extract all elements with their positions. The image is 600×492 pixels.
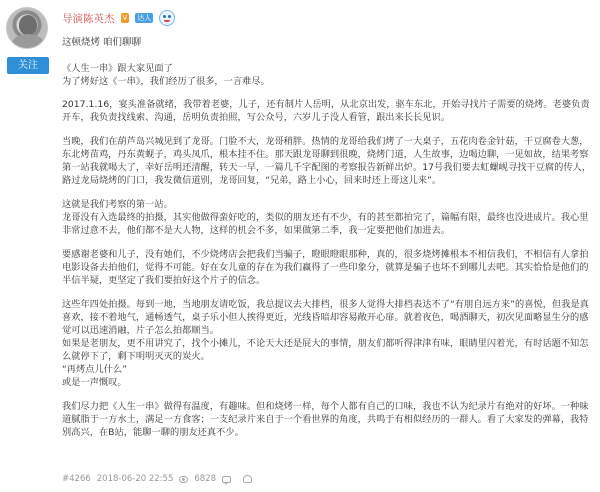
avatar[interactable] (6, 7, 48, 49)
expert-badge: 达人 (137, 14, 152, 22)
post-body (62, 62, 594, 450)
view-count: 6828 (194, 474, 217, 484)
avatar-body (12, 34, 44, 49)
post-header (62, 8, 592, 28)
paragraph: 《人生一串》跟大家见面了 为了烤好这《一串》，我们经历了很多，一言难尽。 (62, 63, 270, 87)
username-link[interactable]: 导演陈英杰 (62, 12, 115, 25)
post-footer (62, 472, 258, 486)
paragraph: 2017.1.16，宴头准备就绪，我带着老婆，儿子，还有制片人岳明，从北京出发，驱车东北，开始寻找片子需要的烧烤。老婆负责开车，我负责找线索、沟通，岳明负责拍照，写公众号，六岁儿子没人看管，跟出来长长见识。 (62, 99, 590, 123)
paragraph: 当晚，我们在葫芦岛兴城见到了龙哥。门脸不大，龙哥稍胖。热情的龙哥给我们烤了一大桌子，五花肉卷金针菇，干豆腐卷大葱，东北烤苗鸡，丹东黄蚬子，鸡头凤爪，根本挂不住。那天跟龙哥聊到很晚，烧烤门道，人生故事，边喝边聊，一见如故，结果考察第一站我就喝大了，幸好岳明还清醒，转天一早，一篇几千字配图的考察报告新鲜出炉。17号我们要去虹螺岘寻找干豆腐的传人，路过龙局烧烤的门口，我发微信道别，龙哥回复，“兄弟，路上小心，回来时还上哥这儿来”。 (62, 136, 592, 186)
follow-button[interactable]: 关注 (7, 57, 49, 74)
mascot-icon (159, 10, 175, 26)
comment-icon[interactable] (222, 476, 231, 483)
paragraph: 这就是我们考察的第一站。 龙哥没有入选最终的拍摄，其实他做得蛮好吃的，类似的朋友还有不少，有的甚至都拍完了，篇幅有限，最终也没进成片。我心里非常过意不去，他们都不是大人物，这样的机会不多，如果做第二季，我一定要把他们加进去。 (62, 199, 589, 236)
post-title: 这顿烧烤 咱们聊聊 (62, 37, 142, 48)
verified-badge: V (122, 14, 128, 22)
eye-icon (179, 476, 188, 483)
paragraph: 要感谢老婆和儿子，没有她们，不少烧烤店会把我们当骗子，瞪眼瞪眼那种，真的，很多烧烤摊根本不相信我们，不相信有人拿拍电影设备去拍他们，觉得不可能。好在女儿童的存在为我们赢得了一些印象分，就算是骗子也坏不到哪儿去吧。其实恰恰是他们的半信半疑，更坚定了我们要拍好这个片子的信念。 (62, 249, 589, 286)
paragraph: 我们尽力把《人生一串》做得有温度，有趣味。但和烧烤一样，每个人都有自己的口味，我也不认为纪录片有绝对的好坏。一种味道腻脂于一方水土，满足一方食客；一支纪录片来自于一个看世界的角度，共鸣于有相似经历的一群人。看了大家发的弹幕，我特别高兴，在B站，能聊一聊的朋友还真不少。 (62, 401, 589, 438)
paragraph: 这些年四处拍摄。每到一地，当地朋友请吃饭，我总提议去大排档，很多人觉得大排档表达不了“有朋自远方来”的喜悦，但我是真喜欢，接不着地气，通畅透气，桌子乐小但人挨得更近，光线昏暗却容易敞开心扉。就着夜色，喝酒聊天，初次见面略显生分的感觉可以迅速消融，片子怎么拍都顺当。 如果是老朋友，更不用讲究了，找个小摊儿，不论天大还是屁大的事情，朋友们都听得津津有味，眼睛里闪着光，有时话题不知怎么就停下了，剩下明明灭灭的炭火。 “再烤点儿什么” 或是一声慨叹。 (62, 299, 589, 388)
post-id: #4266 (62, 474, 91, 484)
avatar-head (19, 15, 37, 35)
post-timestamp: 2018-06-20 22:55 (96, 474, 174, 484)
like-icon[interactable] (243, 475, 252, 483)
